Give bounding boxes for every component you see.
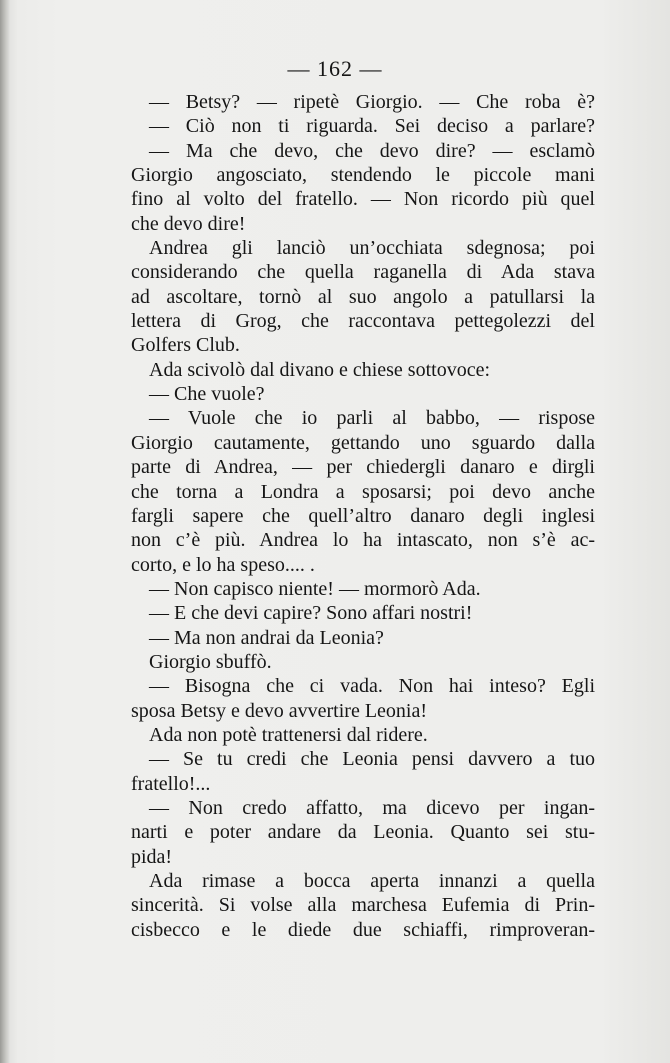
text-line: sincerità. Si volse alla marchesa Eufemia di Prin- xyxy=(131,894,595,917)
text-line: fratello!... xyxy=(131,772,211,795)
text-line: fargli sapere che quell’altro danaro degli inglesi xyxy=(131,504,595,527)
text-line: Giorgio sbuffò. xyxy=(149,650,272,673)
text-line: — Ma non andrai da Leonia? xyxy=(149,626,384,649)
text-line: che devo dire! xyxy=(131,212,246,235)
text-line: pida! xyxy=(131,845,173,868)
page-number: — 162 — xyxy=(287,56,383,81)
text-line: narti e poter andare da Leonia. Quanto sei stu- xyxy=(131,821,595,844)
text-line: — Non capisco niente! — mormorò Ada. xyxy=(149,577,481,600)
text-line: Andrea gli lanciò un’occhiata sdegnosa; poi xyxy=(149,237,595,260)
text-line: — Bisogna che ci vada. Non hai inteso? Egli xyxy=(149,675,595,698)
text-line: Giorgio cautamente, gettando uno sguardo dalla xyxy=(131,431,595,454)
text-line: — Vuole che io parli al babbo, — rispose xyxy=(149,407,595,430)
text-line: — Se tu credi che Leonia pensi davvero a tuo xyxy=(149,748,595,771)
text-line: — E che devi capire? Sono affari nostri! xyxy=(149,602,473,625)
text-line: Golfers Club. xyxy=(131,334,240,357)
page-spine-shadow xyxy=(0,0,10,1063)
text-line: non c’è più. Andrea lo ha intascato, non s’è ac- xyxy=(131,529,595,552)
text-line: Ada non potè trattenersi dal ridere. xyxy=(149,723,428,746)
text-line: Giorgio angosciato, stendendo le piccole mani xyxy=(131,164,595,187)
text-line: corto, e lo ha speso.... . xyxy=(131,553,315,576)
body-text xyxy=(131,90,595,942)
text-line: — Che vuole? xyxy=(149,383,265,406)
text-line: fino al volto del fratello. — Non ricordo più quel xyxy=(131,188,595,211)
text-line: ad ascoltare, tornò al suo angolo a patullarsi la xyxy=(131,285,595,308)
text-line: considerando che quella raganella di Ada stava xyxy=(131,261,595,284)
text-line: Ada rimase a bocca aperta innanzi a quella xyxy=(149,870,595,892)
text-line: lettera di Grog, che raccontava pettegolezzi del xyxy=(131,310,595,333)
text-line: che torna a Londra a sposarsi; poi devo anche xyxy=(131,480,595,503)
text-line: parte di Andrea, — per chiedergli danaro e dirgli xyxy=(131,456,595,479)
text-line: sposa Betsy e devo avvertire Leonia! xyxy=(131,699,428,722)
text-line: — Non credo affatto, ma dicevo per ingan- xyxy=(149,796,595,819)
text-line: — Ma che devo, che devo dire? — esclamò xyxy=(149,139,595,162)
text-line: cisbecco e le diede due schiaffi, rimproveran- xyxy=(131,918,595,941)
text-line: — Betsy? — ripetè Giorgio. — Che roba è? xyxy=(149,91,595,113)
text-line: — Ciò non ti riguarda. Sei deciso a parlare? xyxy=(149,115,595,138)
text-line: Ada scivolò dal divano e chiese sottovoce: xyxy=(149,358,491,381)
